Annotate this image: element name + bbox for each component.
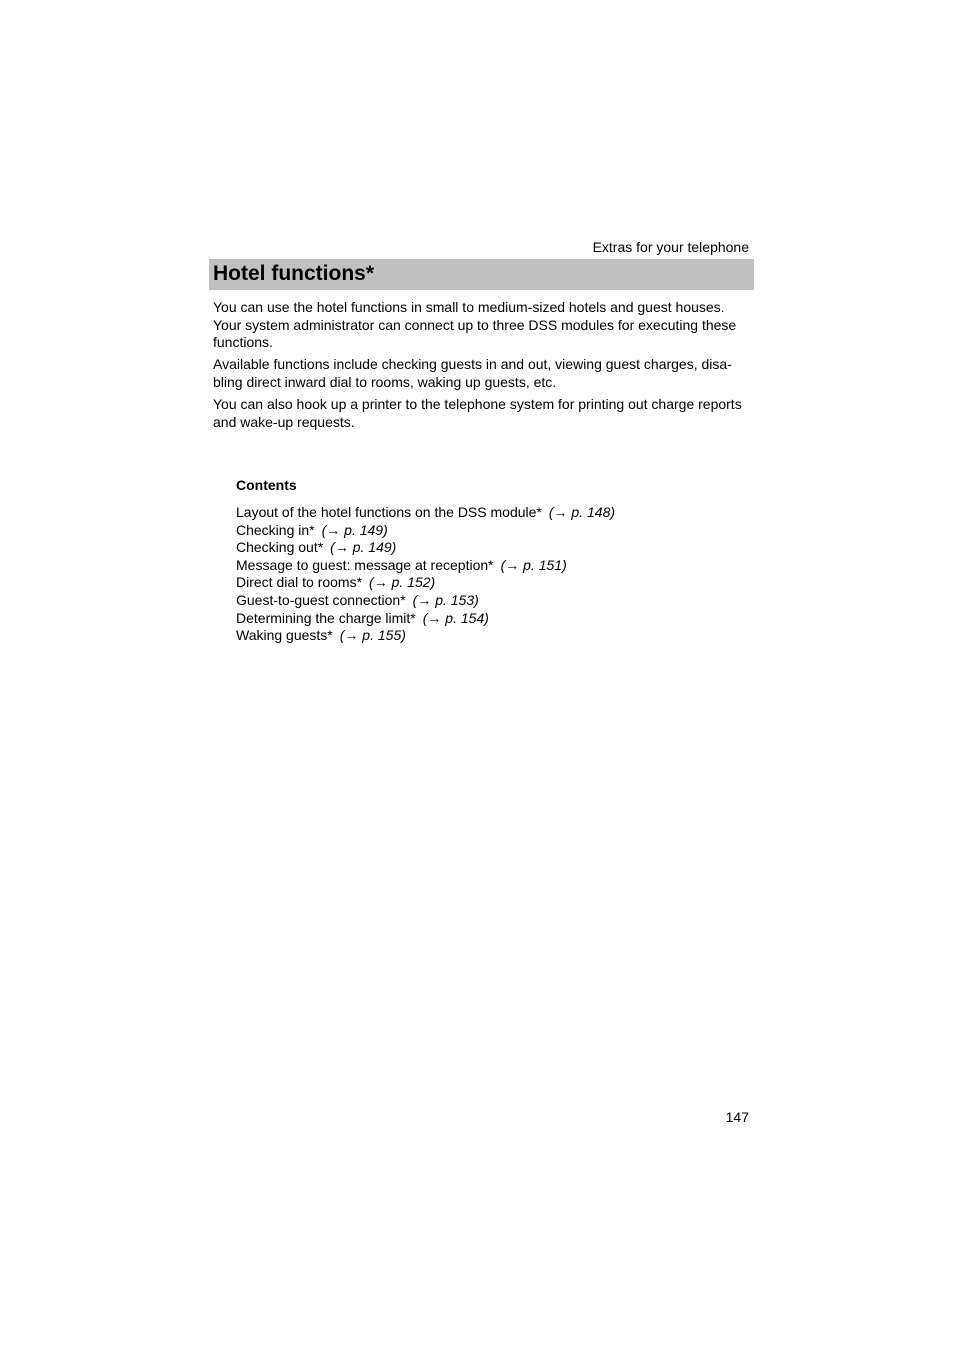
intro-paragraph: Available functions include checking guests in and out, viewing guest charges, disa-bling direct inward dial to rooms, waking up guests, etc.: [213, 356, 732, 390]
intro-text: [213, 299, 753, 436]
toc-page-ref-link[interactable]: (→ p. 149): [330, 539, 397, 556]
toc-page-ref-link[interactable]: (→ p. 152): [369, 574, 436, 591]
intro-paragraph: You can use the hotel functions in small to medium-sized hotels and guest houses. Your system administrator can connect up to three DSS modules for executing these functions.: [213, 299, 737, 351]
toc-list: [236, 504, 736, 645]
toc-item[interactable]: [236, 522, 736, 540]
toc-item[interactable]: [236, 627, 736, 645]
toc-item[interactable]: [236, 504, 736, 522]
contents-heading: Contents: [236, 477, 297, 493]
toc-item-label: Guest-to-guest connection*: [236, 591, 406, 608]
toc-item-label: Checking out*: [236, 539, 324, 556]
toc-item-label: Determining the charge limit*: [236, 609, 416, 626]
toc-item-label: Message to guest: message at reception*: [236, 556, 494, 573]
toc-item[interactable]: [236, 610, 736, 628]
toc-item[interactable]: [236, 557, 736, 575]
toc-item-label: Layout of the hotel functions on the DSS module*: [236, 504, 542, 520]
toc-page-ref-link[interactable]: (→ p. 154): [422, 609, 489, 626]
running-header: Extras for your telephone: [592, 239, 749, 255]
toc-item-label: Waking guests*: [236, 627, 333, 644]
toc-item[interactable]: [236, 574, 736, 592]
intro-paragraph: You can also hook up a printer to the telephone system for printing out charge reports and wake-up requests.: [213, 395, 742, 430]
toc-item[interactable]: [236, 592, 736, 610]
toc-item-label: Checking in*: [236, 521, 315, 538]
page-title: Hotel functions*: [213, 262, 374, 285]
toc-page-ref-link[interactable]: (→ p. 155): [339, 627, 406, 644]
section-title-bar: [209, 259, 754, 290]
toc-page-ref-link[interactable]: (→ p. 149): [321, 521, 388, 538]
toc-page-ref-link[interactable]: (→ p. 153): [412, 591, 479, 608]
toc-page-ref-link[interactable]: (→ p. 151): [500, 556, 567, 573]
page-number: 147: [725, 1109, 749, 1125]
toc-item-label: Direct dial to rooms*: [236, 574, 363, 591]
table-of-contents: [236, 476, 736, 645]
toc-item[interactable]: [236, 539, 736, 557]
toc-page-ref-link[interactable]: (→ p. 148): [548, 504, 616, 520]
